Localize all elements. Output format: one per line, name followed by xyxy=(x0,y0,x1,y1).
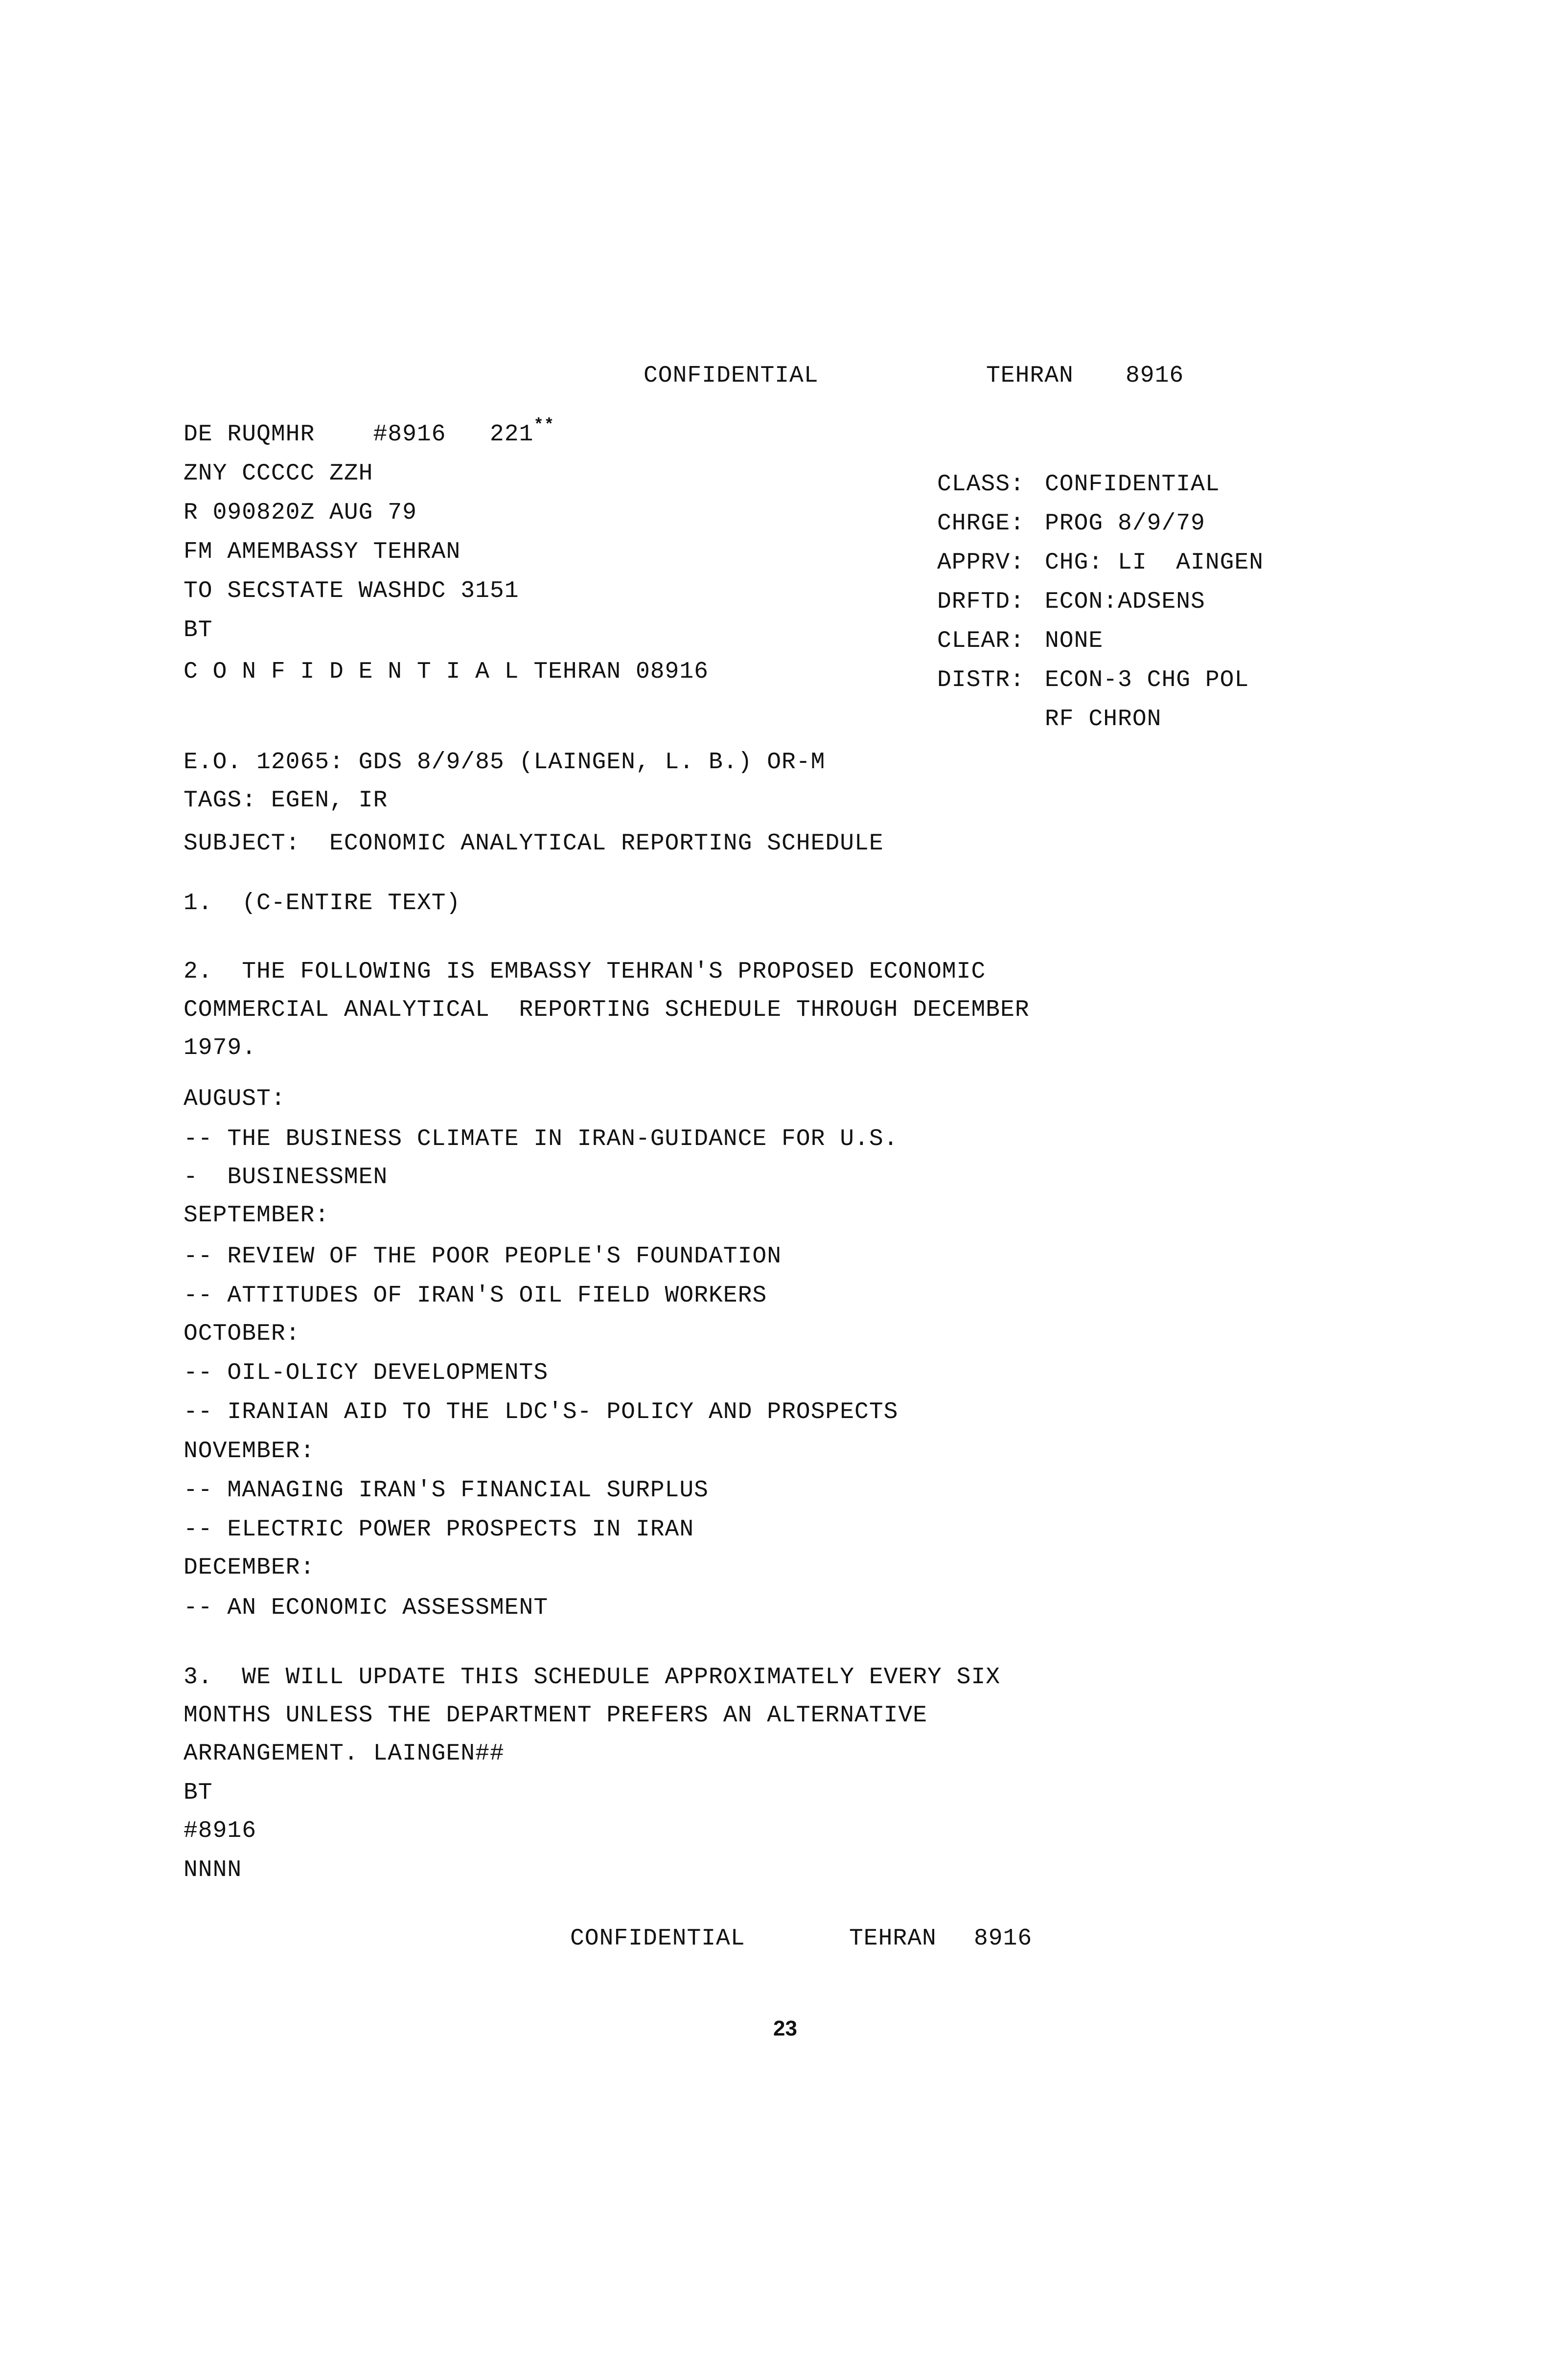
chrge-value: PROG 8/9/79 xyxy=(1045,510,1205,537)
footer-number: 8916 xyxy=(974,1925,1033,1952)
class-label: CLASS: xyxy=(937,471,1025,498)
routing-de-line xyxy=(184,416,555,450)
header-city: TEHRAN xyxy=(986,363,1074,389)
apprv-label: APPRV: xyxy=(937,549,1025,576)
paragraph-1: 1. (C-ENTIRE TEXT) xyxy=(184,890,461,916)
schedule-item: - BUSINESSMEN xyxy=(184,1164,388,1190)
routing-fm-line: FM AMEMBASSY TEHRAN xyxy=(184,539,461,565)
paragraph-2-line-1: 2. THE FOLLOWING IS EMBASSY TEHRAN'S PROPOSED ECONOMIC xyxy=(184,959,986,985)
schedule-item: -- THE BUSINESS CLIMATE IN IRAN-GUIDANCE FOR U.S. xyxy=(184,1126,898,1152)
footer-city: TEHRAN xyxy=(849,1925,937,1952)
routing-bt-line: BT xyxy=(184,617,213,643)
schedule-item: NOVEMBER: xyxy=(184,1438,315,1465)
schedule-item: -- ELECTRIC POWER PROSPECTS IN IRAN xyxy=(184,1516,694,1543)
distr-value-2: RF CHRON xyxy=(1045,706,1162,732)
routing-de-text: DE RUQMHR #8916 221 xyxy=(184,421,534,448)
end-message-number: #8916 xyxy=(184,1818,257,1844)
clear-value: NONE xyxy=(1045,628,1104,654)
routing-confidential-line: C O N F I D E N T I A L TEHRAN 08916 xyxy=(184,659,709,685)
routing-de-marks: ** xyxy=(533,416,555,435)
header-number: 8916 xyxy=(1126,363,1184,389)
schedule-item: SEPTEMBER: xyxy=(184,1202,330,1229)
clear-label: CLEAR: xyxy=(937,628,1025,654)
distr-value: ECON-3 CHG POL xyxy=(1045,667,1249,693)
routing-zny-line: ZNY CCCCC ZZH xyxy=(184,460,373,487)
paragraph-2-line-3: 1979. xyxy=(184,1035,257,1061)
paragraph-3-line-2: MONTHS UNLESS THE DEPARTMENT PREFERS AN ALTERNATIVE xyxy=(184,1702,928,1729)
tags-line: TAGS: EGEN, IR xyxy=(184,787,388,814)
paragraph-3-line-1: 3. WE WILL UPDATE THIS SCHEDULE APPROXIMATELY EVERY SIX xyxy=(184,1664,1001,1691)
schedule-item: -- MANAGING IRAN'S FINANCIAL SURPLUS xyxy=(184,1477,709,1504)
routing-to-line: TO SECSTATE WASHDC 3151 xyxy=(184,578,519,604)
schedule-item: -- OIL-OLICY DEVELOPMENTS xyxy=(184,1360,549,1386)
paragraph-3-line-3: ARRANGEMENT. LAINGEN## xyxy=(184,1740,505,1767)
distr-label: DISTR: xyxy=(937,667,1025,693)
drftd-label: DRFTD: xyxy=(937,589,1025,615)
header-classification: CONFIDENTIAL xyxy=(644,363,819,389)
subject-line: SUBJECT: ECONOMIC ANALYTICAL REPORTING SCHEDULE xyxy=(184,830,884,857)
drftd-value: ECON:ADSENS xyxy=(1045,589,1205,615)
schedule-item: DECEMBER: xyxy=(184,1555,315,1581)
eo-line: E.O. 12065: GDS 8/9/85 (LAINGEN, L. B.) OR-M xyxy=(184,749,826,776)
schedule-item: OCTOBER: xyxy=(184,1321,300,1347)
chrge-label: CHRGE: xyxy=(937,510,1025,537)
schedule-item: AUGUST: xyxy=(184,1086,286,1112)
page-number: 23 xyxy=(773,2016,797,2040)
schedule-item: -- REVIEW OF THE POOR PEOPLE'S FOUNDATION xyxy=(184,1243,782,1270)
routing-r-line: R 090820Z AUG 79 xyxy=(184,500,417,526)
schedule-item: -- IRANIAN AID TO THE LDC'S- POLICY AND PROSPECTS xyxy=(184,1399,898,1425)
end-bt: BT xyxy=(184,1780,213,1806)
footer-classification: CONFIDENTIAL xyxy=(570,1925,745,1952)
paragraph-2-line-2: COMMERCIAL ANALYTICAL REPORTING SCHEDULE THROUGH DECEMBER xyxy=(184,997,1030,1023)
end-nnnn: NNNN xyxy=(184,1857,242,1883)
class-value: CONFIDENTIAL xyxy=(1045,471,1220,498)
schedule-item: -- AN ECONOMIC ASSESSMENT xyxy=(184,1595,549,1621)
apprv-value: CHG: LI AINGEN xyxy=(1045,549,1264,576)
schedule-item: -- ATTITUDES OF IRAN'S OIL FIELD WORKERS xyxy=(184,1282,767,1309)
